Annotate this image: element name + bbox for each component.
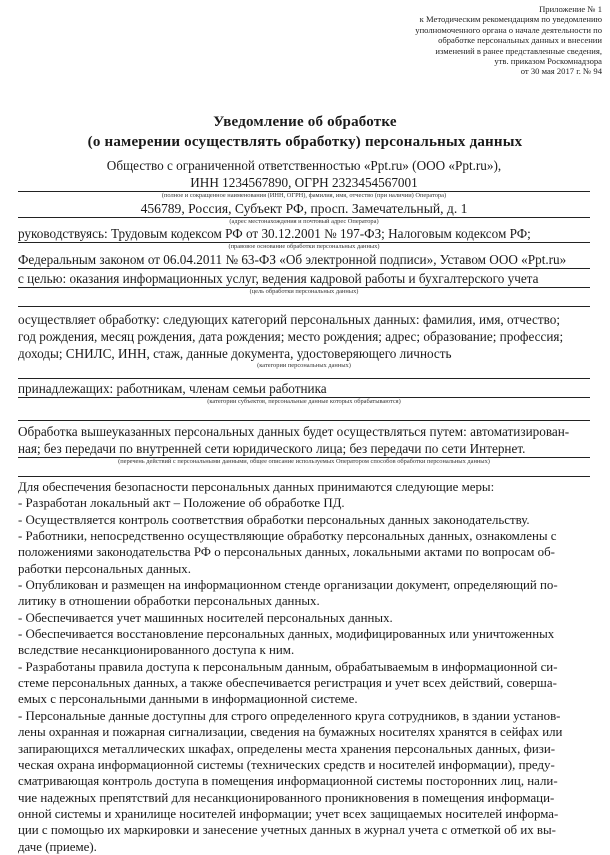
measures-line: - Обеспечивается учет машинных носителей персональных данных. bbox=[18, 610, 393, 625]
measures-line: - Разработаны правила доступа к персональным данным, обрабатываемым в информационной си- bbox=[18, 659, 558, 674]
measures-line: запирающихся металлических шкафах, определены места хранения персональных данных, физи- bbox=[18, 741, 556, 756]
categories-caption: (категории персональных данных) bbox=[257, 362, 351, 369]
appendix-line: утв. приказом Роскомнадзора bbox=[494, 56, 602, 67]
measures-line: положениями законодательства РФ о персональных данных, локальными актами по вопросам об- bbox=[18, 545, 555, 560]
title-line-2: (о намерении осуществлять обработку) персональных данных bbox=[87, 134, 523, 150]
operator-name-line-1: Общество с ограниченной ответственностью «Ppt.ru» (ООО «Ppt.ru»), bbox=[106, 158, 502, 173]
operator-address: 456789, Россия, Субъект РФ, просп. Замечательный, д. 1 bbox=[140, 201, 468, 216]
appendix-line: от 30 мая 2017 г. № 94 bbox=[520, 66, 602, 77]
divider bbox=[18, 268, 590, 269]
appendix-line: Приложение № 1 bbox=[539, 4, 602, 14]
legal-basis-caption: (правовое основание обработки персональных данных) bbox=[228, 243, 380, 250]
categories-line: осуществляет обработку: следующих категорий персональных данных: фамилия, имя, отчество; bbox=[18, 312, 561, 327]
measures-line: вследствие несанкционированного доступа к ним. bbox=[18, 643, 295, 658]
measures-line: ческая охрана информационной системы (технических средств и носителей информации), преду- bbox=[18, 757, 555, 772]
appendix-line: обработке персональных данных и внесении bbox=[438, 35, 602, 46]
operator-name-caption: (полное и сокращенное наименования (ИНН, ОГРН), фамилия, имя, отчество (при наличии) Оператора) bbox=[161, 192, 447, 199]
legal-basis-line-1: руководствуясь: Трудовым кодексом РФ от 30.12.2001 № 197-ФЗ; Налоговым кодексом РФ; bbox=[18, 226, 531, 241]
measures-line: - Персональные данные доступны для строго определенного круга сотрудников, в здании установ- bbox=[18, 708, 561, 723]
purpose-text: с целью: оказания информационных услуг, ведения кадровой работы и бухгалтерского учета bbox=[18, 271, 539, 286]
measures-line: работки персональных данных. bbox=[18, 561, 191, 576]
categories-line: доходы; СНИЛС, ИНН, стаж, данные документа, удостоверяющего личность bbox=[18, 346, 452, 361]
measures-line: - Разработан локальный акт – Положение об обработке ПД. bbox=[18, 496, 345, 511]
title-line-1: Уведомление об обработке bbox=[213, 114, 397, 130]
operator-name-line-2: ИНН 1234567890, ОГРН 2323454567001 bbox=[190, 175, 418, 190]
processing-line: ная; без передачи по внутренней сети юридического лица; без передачи по сети Интернет. bbox=[18, 441, 526, 456]
processing-section bbox=[18, 420, 590, 466]
measures-line: - Осуществляется контроль соответствия обработки персональных данных законодательству. bbox=[18, 512, 530, 527]
measures-line: Для обеспечения безопасности персональных данных принимаются следующие меры: bbox=[18, 480, 495, 494]
measures-line: онной системы и хранилище носителей информации; учет всех защищаемых носителей информа- bbox=[18, 806, 559, 821]
appendix-line: уполномоченного органа о начале деятельности по bbox=[415, 24, 602, 35]
measures-line: стеме персональных данных, а также обеспечивается регистрация и учет всех действий, соверша- bbox=[18, 676, 557, 691]
measures-line: литику в отношении обработки персональных данных. bbox=[18, 594, 320, 609]
measures-line: емых с персональными данными в информационной системе. bbox=[18, 692, 358, 707]
processing-line: Обработка вышеуказанных персональных данных будет осуществляться путем: автоматизирован- bbox=[18, 424, 570, 439]
measures-line: - Работники, непосредственно осуществляющие обработку персональных данных, ознакомлены с bbox=[18, 529, 557, 544]
purpose-section bbox=[18, 270, 590, 296]
measures-line: даче (приеме). bbox=[18, 839, 97, 854]
measures-line: сматривающая контроль доступа в помещения информационной системы посторонних лиц, нали- bbox=[18, 774, 558, 789]
categories-line: год рождения, месяц рождения, дата рождения; место рождения; адрес; образование; профессия; bbox=[18, 329, 564, 344]
security-measures-section bbox=[18, 476, 590, 855]
operator-address-caption: (адрес местонахождения и почтовый адрес Оператора) bbox=[229, 218, 379, 225]
subjects-caption: (категории субъектов, персональные данные которых обрабатываются) bbox=[207, 398, 401, 405]
subjects-section bbox=[18, 378, 590, 406]
purpose-caption: (цель обработки персональных данных) bbox=[249, 288, 359, 295]
legal-basis-line-2: Федеральным законом от 06.04.2011 № 63-ФЗ «Об электронной подписи», Уставом ООО «Ppt.ru» bbox=[18, 252, 567, 267]
categories-section bbox=[18, 306, 590, 370]
legal-basis-section bbox=[18, 225, 590, 269]
measures-line: - Опубликован и размещен на информационном стенде организации документ, определяющий по- bbox=[18, 578, 558, 593]
measures-line: чие надежных препятствий для несанкционированного проникновения в помещения информаци- bbox=[18, 790, 555, 805]
processing-caption: (перечень действий с персональными данными, общее описание используемых Оператором способов обработки персональных данных) bbox=[118, 458, 490, 465]
subjects-text: принадлежащих: работникам, членам семьи работника bbox=[18, 381, 327, 396]
appendix-line: к Методическим рекомендациям по уведомлению bbox=[419, 14, 602, 25]
document-title bbox=[0, 112, 610, 152]
measures-line: - Обеспечивается восстановление персональных данных, модифицированных или уничтоженных bbox=[18, 627, 555, 642]
appendix-header bbox=[372, 4, 602, 77]
appendix-line: изменений в ранее представленные сведения, bbox=[435, 45, 602, 56]
measures-line: ции с помощью их маркировки и занесение учетных данных в журнал учета с отметкой об их вы- bbox=[18, 823, 556, 838]
measures-line: лены охранная и пожарная сигнализации, сведения на бумажных носителях хранятся в сейфах или bbox=[18, 725, 563, 740]
operator-section bbox=[18, 157, 590, 226]
